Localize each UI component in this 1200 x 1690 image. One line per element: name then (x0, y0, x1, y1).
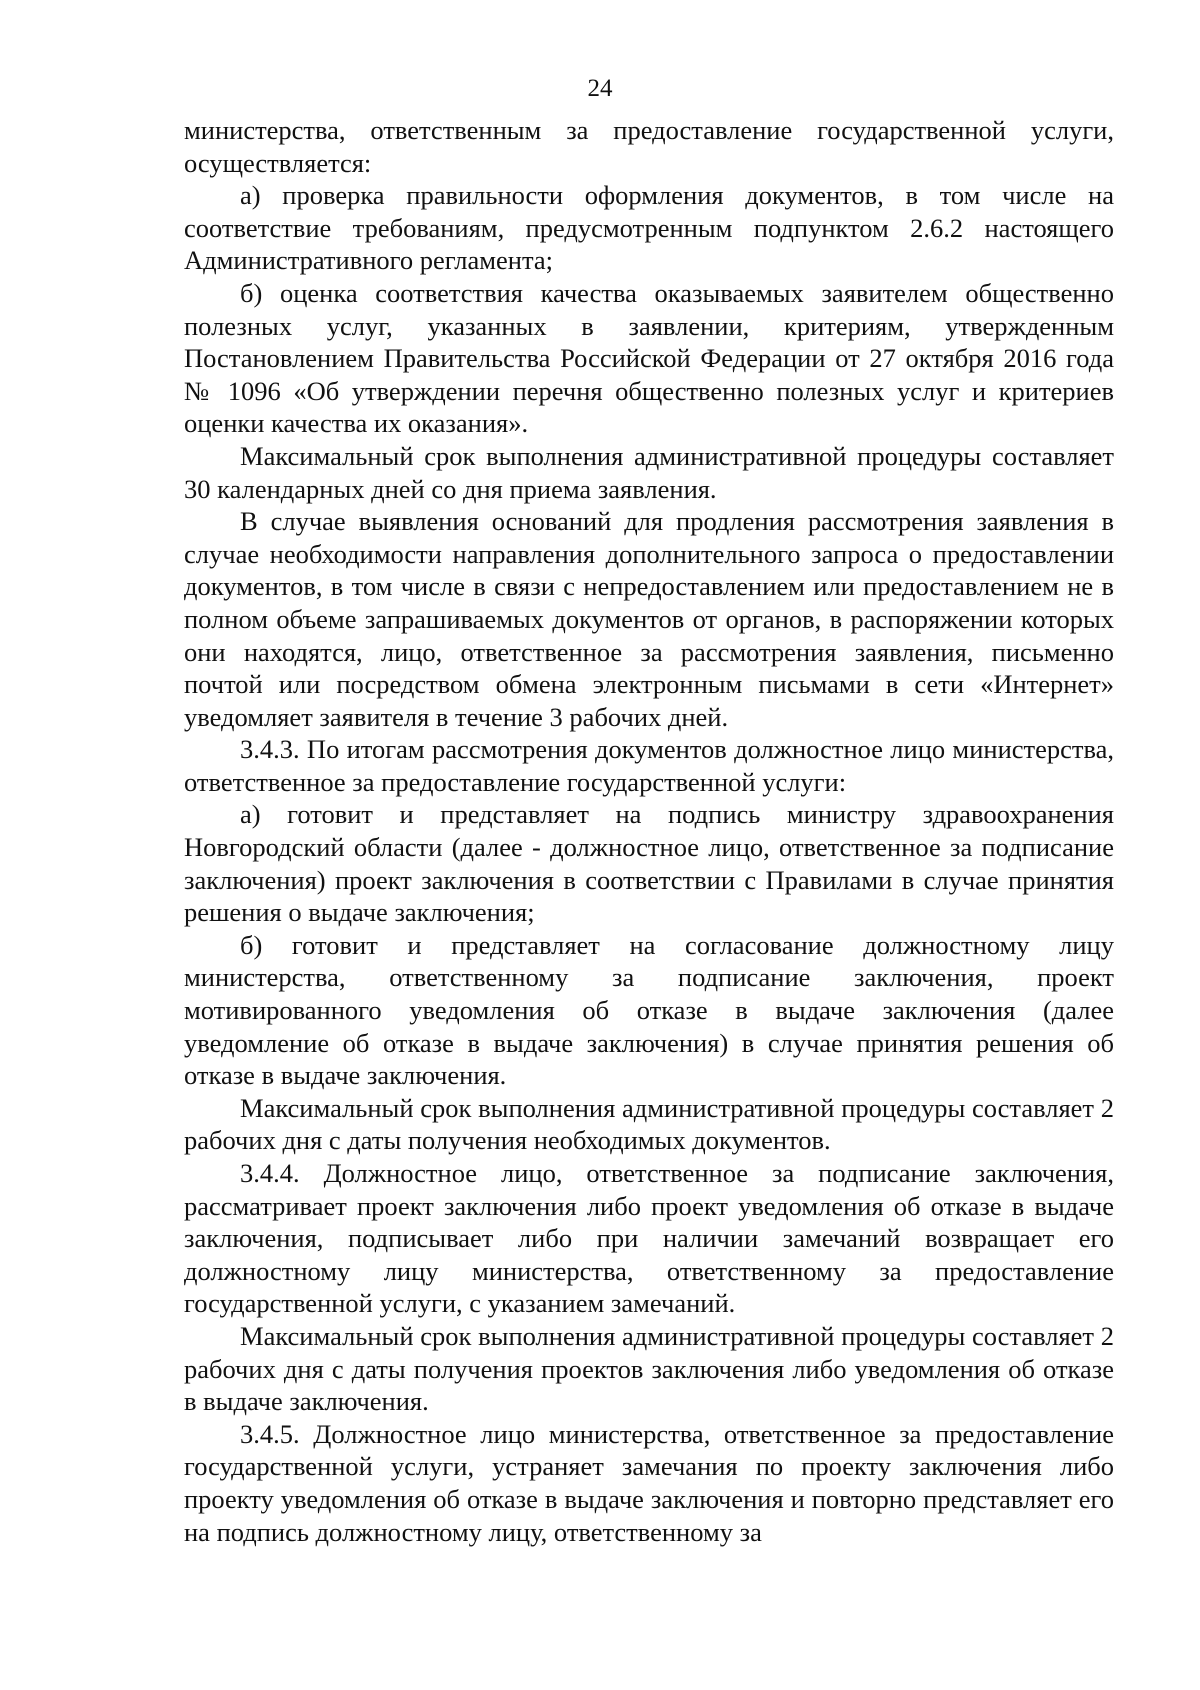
paragraph: Максимальный срок выполнения административной процедуры составляет 2 рабочих дня с даты получения необходимых документов. (184, 1092, 1114, 1156)
paragraph: б) оценка соответствия качества оказываемых заявителем общественно полезных услуг, указанных в заявлении, критериям, утвержденным Постановлением Правительства Российской Федерации от 27 октября 2016 года № 1096 «Об утверждении перечня общественно полезных услуг и критериев оценки качества их оказания». (184, 277, 1114, 439)
paragraph: Максимальный срок выполнения административной процедуры составляет 30 календарных дней со дня приема заявления. (184, 440, 1114, 504)
paragraph: министерства, ответственным за предоставление государственной услуги, осуществляется: (184, 115, 1114, 178)
paragraph: 3.4.5. Должностное лицо министерства, ответственное за предоставление государственной услуги, устраняет замечания по проекту заключения либо проекту уведомления об отказе в выдаче заключения и повторно представляет его на подпись должностному лицу, ответственному за (184, 1418, 1114, 1547)
paragraph: а) готовит и представляет на подпись министру здравоохранения Новгородский области (далее - должностное лицо, ответственное за подписание заключения) проект заключения в соответствии с Правилами в случае принятия решения о выдаче заключения; (184, 799, 1114, 928)
paragraph: б) готовит и представляет на согласование должностному лицу министерства, ответственному за подписание заключения, проект мотивированного уведомления об отказе в выдаче заключения (далее уведомление об отказе в выдаче заключения) в случае принятия решения об отказе в выдаче заключения. (184, 929, 1114, 1091)
page-number: 24 (587, 75, 613, 102)
paragraph: 3.4.4. Должностное лицо, ответственное за подписание заключения, рассматривает проект заключения либо проект уведомления об отказе в выдаче заключения, подписывает либо при наличии замечаний возвращает его должностному лицу министерства, ответственному за предоставление государственной услуги, с указанием замечаний. (184, 1158, 1114, 1319)
paragraph: а) проверка правильности оформления документов, в том числе на соответствие требованиям, предусмотренным подпунктом 2.6.2 настоящего Административного регламента; (184, 180, 1114, 276)
paragraph: В случае выявления оснований для продления рассмотрения заявления в случае необходимости направления дополнительного запроса о предоставлении документов, в том числе в связи с непредоставлением или предоставлением не в полном объеме запрашиваемых документов от органов, в распоряжении которых они находятся, лицо, ответственное за рассмотрения заявления, письменно почтой или посредством обмена электронным письмами в сети «Интернет» уведомляет заявителя в течение 3 рабочих дней. (184, 506, 1114, 732)
document-body (184, 114, 1114, 1548)
paragraph: Максимальный срок выполнения административной процедуры составляет 2 рабочих дня с даты получения проектов заключения либо уведомления об отказе в выдаче заключения. (184, 1320, 1114, 1417)
paragraph: 3.4.3. По итогам рассмотрения документов должностное лицо министерства, ответственное за предоставление государственной услуги: (184, 734, 1114, 797)
